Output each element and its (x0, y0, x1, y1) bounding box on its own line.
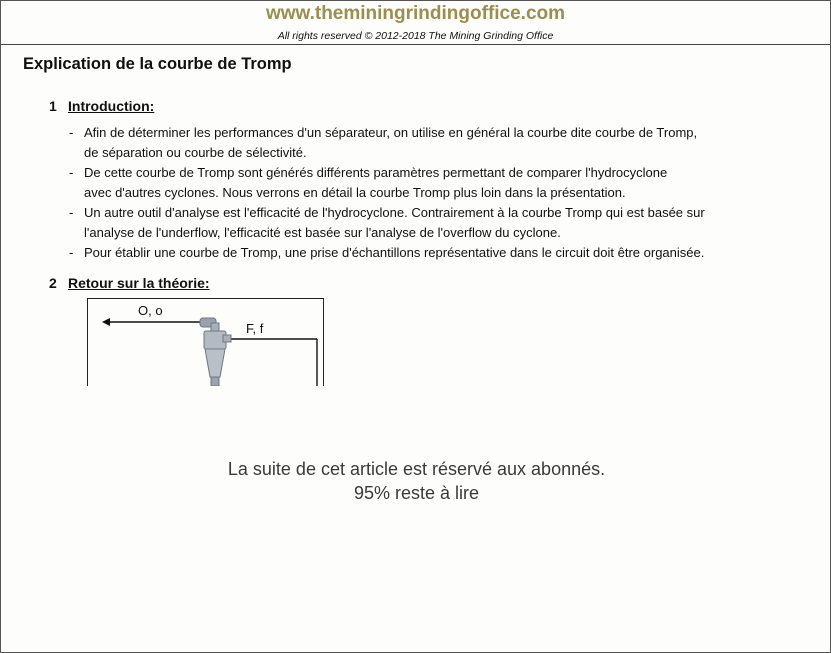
bullet-dash: - (69, 165, 74, 180)
bullet-item (69, 163, 769, 203)
bullet-item (69, 243, 769, 263)
hydrocyclone-svg (88, 299, 323, 386)
section-number: 1 (49, 98, 57, 114)
section-number: 2 (49, 275, 57, 291)
overflow-label: O, o (138, 303, 163, 318)
bullet-line: l'analyse de l'underflow, l'efficacité est basée sur l'analyse de l'overflow du cyclone. (84, 225, 561, 240)
bullet-dash: - (69, 245, 74, 260)
bullet-item (69, 203, 769, 243)
section-label: Introduction: (68, 98, 155, 114)
header-divider (1, 44, 830, 45)
bullet-list (69, 123, 769, 263)
bullet-line: Pour établir une courbe de Tromp, une prise d'échantillons représentative dans le circuit doit être organisée. (84, 245, 705, 260)
hydrocyclone-icon (200, 318, 231, 386)
bullet-line: Afin de déterminer les performances d'un séparateur, on utilise en général la courbe dite courbe de Tromp, (84, 125, 698, 140)
paywall-message: La suite de cet article est réservé aux abonnés. (227, 459, 606, 479)
bullet-dash: - (69, 125, 74, 140)
bullet-dash: - (69, 205, 74, 220)
paywall-remaining: 95% reste à lire (353, 483, 480, 503)
page-title: Explication de la courbe de Tromp (23, 55, 292, 73)
site-url[interactable]: www.theminingrindingoffice.com (265, 3, 566, 24)
hydrocyclone-diagram (87, 298, 324, 386)
copyright-notice: All rights reserved © 2012-2018 The Mining Grinding Office (277, 30, 554, 42)
bullet-line: De cette courbe de Tromp sont générés différents paramètres permettant de comparer l'hydrocyclone (84, 165, 668, 180)
arrow-head-icon (102, 318, 110, 326)
bullet-line: Un autre outil d'analyse est l'efficacité de l'hydrocyclone. Contrairement à la courbe Tromp qui est basée sur (84, 205, 705, 220)
section-label: Retour sur la théorie: (68, 275, 210, 291)
bullet-line: de séparation ou courbe de sélectivité. (84, 145, 307, 160)
bullet-item (69, 123, 769, 163)
bullet-line: avec d'autres cyclones. Nous verrons en détail la courbe Tromp plus loin dans la présentation. (84, 185, 626, 200)
feed-label: F, f (246, 321, 264, 336)
